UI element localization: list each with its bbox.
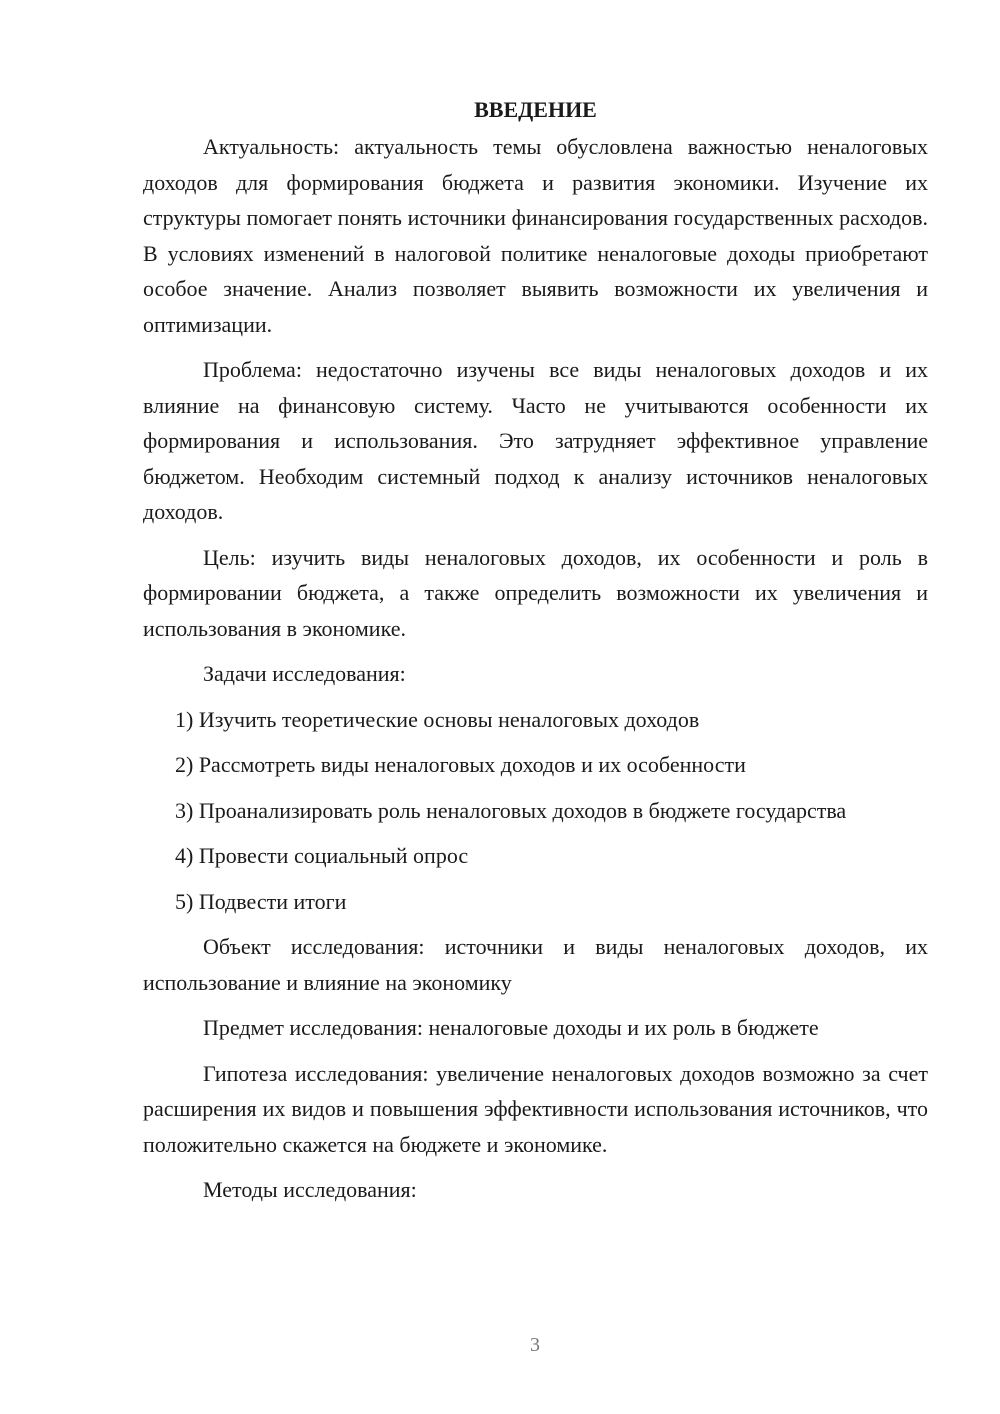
paragraph-goal: Цель: изучить виды неналоговых доходов, их особенности и роль в формировании бюджета, а также определить возможности их увеличения и использования в экономике. — [143, 544, 928, 641]
paragraph-object: Объект исследования: источники и виды неналоговых доходов, их использование и влияние на экономику — [143, 934, 928, 995]
paragraph-subject: Предмет исследования: неналоговые доходы и их роль в бюджете — [203, 1015, 819, 1040]
list-item: 2) Рассмотреть виды неналоговых доходов и их особенности — [175, 752, 746, 777]
paragraph-methods: Методы исследования: — [203, 1177, 417, 1202]
document-page — [143, 92, 928, 1218]
list-item: 1) Изучить теоретические основы неналоговых доходов — [175, 706, 700, 732]
paragraph-hypothesis: Гипотеза исследования: увеличение неналоговых доходов возможно за счет расширения их видов и повышения эффективности использования источников, что положительно скажется на бюджете и экономике. — [143, 1060, 928, 1157]
page-number: 3 — [530, 1334, 540, 1356]
list-item: 4) Провести социальный опрос — [175, 843, 469, 868]
section-heading: ВВЕДЕНИЕ — [474, 97, 597, 122]
list-item: 3) Проанализировать роль неналоговых доходов в бюджете государства — [175, 797, 847, 823]
paragraph-problem: Проблема: недостаточно изучены все виды неналоговых доходов и их влияние на финансовую систему. Часто не учитываются особенности их формирования и использования. Это затрудняет эффективное управление бюджетом. Необходим системный подход к анализу источников неналоговых доходов. — [143, 357, 928, 524]
paragraph-tasks-intro: Задачи исследования: — [203, 661, 406, 686]
paragraph-relevance: Актуальность: актуальность темы обусловлена важностью неналоговых доходов для формирования бюджета и развития экономики. Изучение их структуры помогает понять источники финансирования государственных расходов. В условиях изменений в налоговой политике неналоговые доходы приобретают особое значение. Анализ позволяет выявить возможности их увеличения и оптимизации. — [143, 134, 928, 337]
list-item: 5) Подвести итоги — [175, 888, 347, 914]
tasks-list — [143, 702, 928, 920]
